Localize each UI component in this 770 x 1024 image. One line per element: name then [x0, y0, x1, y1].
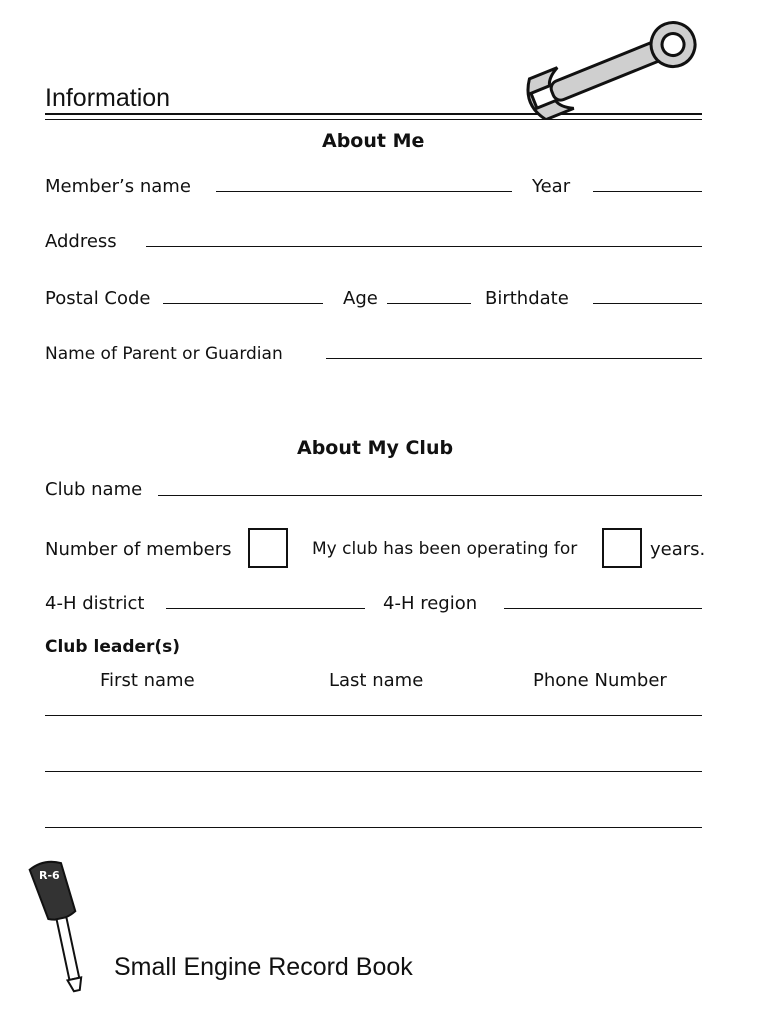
years-operating-box[interactable]	[602, 528, 642, 568]
members-name-label: Member’s name	[45, 176, 191, 197]
parent-label: Name of Parent or Guardian	[45, 344, 283, 364]
page-title: Information	[45, 84, 171, 112]
parent-field[interactable]	[326, 358, 702, 359]
age-field[interactable]	[387, 303, 471, 304]
age-label: Age	[343, 288, 378, 309]
operating-label: My club has been operating for	[312, 539, 578, 559]
members-count-box[interactable]	[248, 528, 288, 568]
members-count-label: Number of members	[45, 539, 232, 560]
district-field[interactable]	[166, 608, 365, 609]
leader-row-1[interactable]	[45, 715, 702, 716]
district-label: 4-H district	[45, 593, 145, 614]
col-phone-number: Phone Number	[533, 670, 667, 691]
birthdate-field[interactable]	[593, 303, 702, 304]
club-name-label: Club name	[45, 479, 143, 500]
col-last-name: Last name	[329, 670, 424, 691]
region-field[interactable]	[504, 608, 702, 609]
club-name-field[interactable]	[158, 495, 702, 496]
years-label: years.	[650, 539, 706, 560]
leader-row-2[interactable]	[45, 771, 702, 772]
footer-book-title: Small Engine Record Book	[114, 953, 413, 981]
year-field[interactable]	[593, 191, 702, 192]
club-leaders-heading: Club leader(s)	[45, 637, 181, 657]
birthdate-label: Birthdate	[485, 288, 569, 309]
address-label: Address	[45, 231, 117, 252]
year-label: Year	[532, 176, 571, 197]
about-me-heading: About Me	[322, 130, 425, 152]
leader-row-3[interactable]	[45, 827, 702, 828]
address-field[interactable]	[146, 246, 702, 247]
region-label: 4-H region	[383, 593, 478, 614]
col-first-name: First name	[100, 670, 195, 691]
about-club-heading: About My Club	[297, 437, 454, 459]
page-badge: R-6	[39, 869, 60, 882]
postal-code-label: Postal Code	[45, 288, 151, 309]
wrench-icon	[510, 20, 710, 120]
members-name-field[interactable]	[216, 191, 512, 192]
postal-code-field[interactable]	[163, 303, 323, 304]
